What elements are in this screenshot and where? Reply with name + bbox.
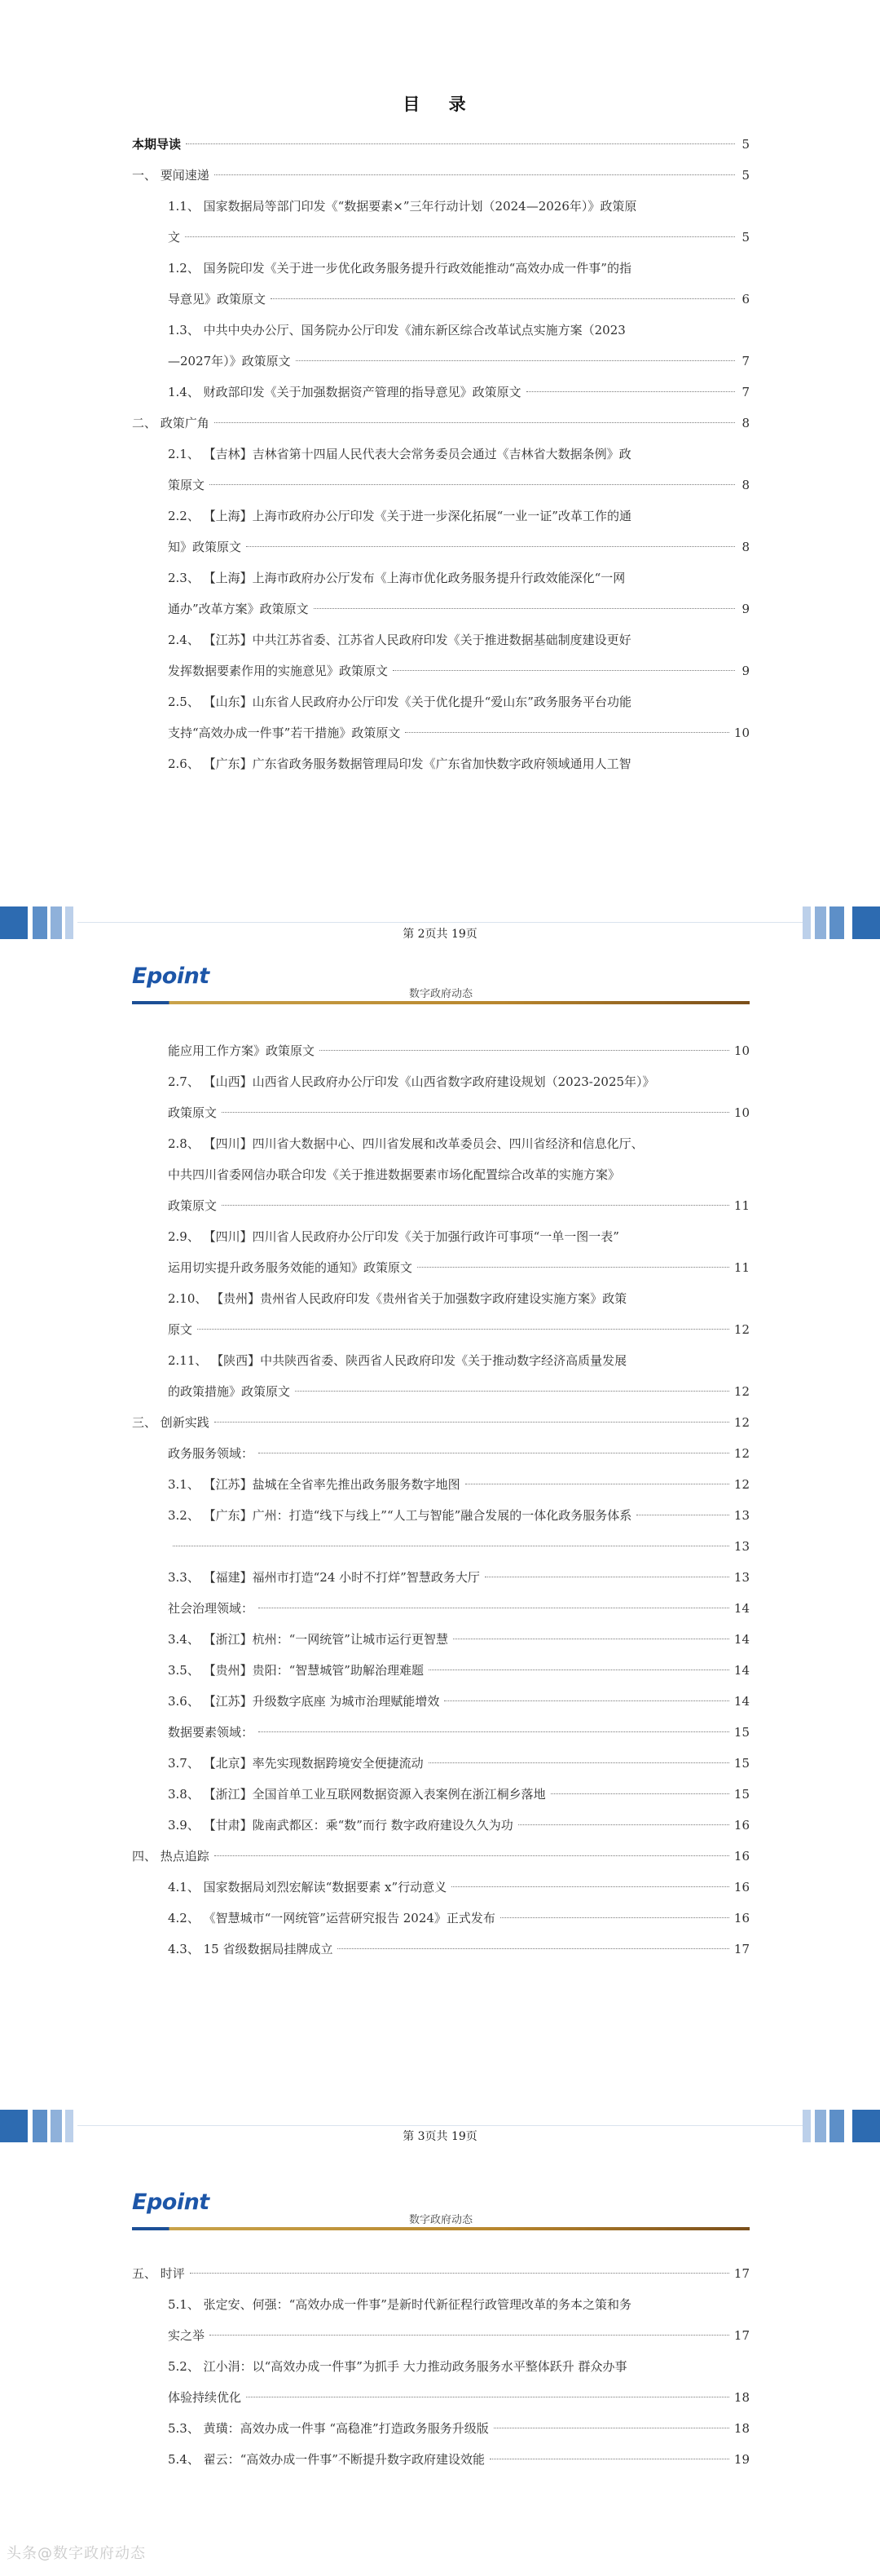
toc-entry[interactable] [132, 2444, 750, 2475]
toc-entry-text: 策原文 [168, 478, 205, 492]
leader-dots [417, 1267, 729, 1268]
leader-dots [295, 1391, 729, 1392]
toc-entry-text: 四、 热点追踪 [132, 1849, 209, 1864]
toc-page-number: 13 [733, 1539, 750, 1554]
toc-entry[interactable] [132, 2351, 750, 2413]
toc-entry-text: 1.3、 中共中央办公厅、国务院办公厅印发《浦东新区综合改革试点实施方案（2023 [168, 323, 626, 337]
toc-entry-text: 3.3、 【福建】福州市打造“24 小时不打烊”智慧政务大厅 [168, 1570, 480, 1585]
toc-entry[interactable] [132, 408, 750, 439]
toc-entry-text: 2.11、 【陕西】中共陕西省委、陕西省人民政府印发《关于推动数字经济高质量发展 [168, 1353, 627, 1368]
toc-entry-text: 4.3、 15 省级数据局挂牌成立 [168, 1942, 333, 1956]
leader-dots [197, 1329, 729, 1330]
toc-page-number: 7 [741, 354, 750, 368]
toc-entry[interactable] [132, 1438, 750, 1469]
toc-entry[interactable] [132, 160, 750, 191]
toc-page-number: 15 [733, 1725, 750, 1740]
page-header [132, 2190, 750, 2239]
toc-entry-text: 1.4、 财政部印发《关于加强数据资产管理的指导意见》政策原文 [168, 385, 521, 399]
toc-entry[interactable] [132, 562, 750, 624]
toc-page-number: 15 [733, 1787, 750, 1802]
toc-page-number: 5 [741, 230, 750, 245]
toc-page-number: 10 [733, 1043, 750, 1058]
toc-page-number: 12 [733, 1446, 750, 1461]
toc-page-number: 12 [733, 1415, 750, 1430]
toc-entry[interactable] [132, 2289, 750, 2351]
toc-entry[interactable] [132, 1686, 750, 1717]
toc-entry[interactable] [132, 624, 750, 686]
toc-page-number: 16 [733, 1818, 750, 1833]
toc-entry[interactable] [132, 1469, 750, 1500]
toc-entry[interactable] [132, 2258, 750, 2289]
page-header [132, 964, 750, 1012]
toc-entry[interactable] [132, 1593, 750, 1624]
toc-page-number: 7 [741, 385, 750, 399]
page-number: 第 3页共 19页 [403, 2130, 477, 2143]
toc-page-1 [0, 0, 880, 897]
toc-entry[interactable] [132, 129, 750, 160]
toc-page-number: 5 [741, 137, 750, 152]
toc-page-number: 8 [741, 540, 750, 554]
toc-page-number: 17 [733, 1942, 750, 1956]
leader-dots [429, 1762, 729, 1763]
toc-entry[interactable] [132, 1655, 750, 1686]
toc-page-number: 15 [733, 1756, 750, 1771]
leader-dots [551, 1793, 729, 1794]
leader-dots [526, 391, 735, 392]
leader-dots [451, 1886, 729, 1887]
toc-entry-text: 本期导读 [132, 137, 182, 152]
toc-entry-text: 能应用工作方案》政策原文 [168, 1043, 315, 1058]
toc-entry-text: 导意见》政策原文 [168, 292, 266, 307]
toc-entry-text: 的政策措施》政策原文 [168, 1384, 291, 1399]
toc-entry-text: 一、 要闻速递 [132, 168, 209, 183]
leader-dots [405, 732, 729, 733]
toc-entry-text: 社会治理领域： [168, 1601, 254, 1616]
header-title: 数字政府动态 [408, 988, 473, 1000]
toc-entry[interactable] [132, 1345, 750, 1407]
toc-entry[interactable] [132, 1810, 750, 1841]
toc-entry-text: 二、 政策广角 [132, 416, 209, 430]
page-number: 第 2页共 19页 [403, 928, 477, 941]
toc-entry-text: 五、 时评 [132, 2266, 185, 2281]
leader-dots [444, 1700, 729, 1701]
toc-entry-text: 2.1、 【吉林】吉林省第十四届人民代表大会常务委员会通过《吉林省大数据条例》政 [168, 447, 631, 461]
toc-entry-text: —2027年）》政策原文 [168, 354, 291, 368]
toc-page-number: 17 [733, 2266, 750, 2281]
toc-entry-text: 政策原文 [168, 1198, 218, 1213]
toc-entry[interactable] [132, 1407, 750, 1438]
toc-entry-text: 3.6、 【江苏】升级数字底座 为城市治理赋能增效 [168, 1694, 440, 1709]
toc-entry-text: 1.1、 国家数据局等部门印发《“数据要素×”三年行动计划（2024—2026年）》政策原 [168, 199, 637, 214]
toc-entry-text: 知》政策原文 [168, 540, 242, 554]
toc-entry[interactable] [132, 1500, 750, 1562]
leader-dots [190, 2273, 729, 2274]
toc-page-number: 13 [733, 1570, 750, 1585]
toc-entry-text: 三、 创新实践 [132, 1415, 209, 1430]
leader-dots [393, 670, 735, 671]
toc-page-number: 16 [733, 1880, 750, 1895]
toc-entry-text: 3.4、 【浙江】杭州：“一网统管”让城市运行更智慧 [168, 1632, 448, 1647]
toc-entry[interactable] [132, 1624, 750, 1655]
toc-entry-text: 发挥数据要素作用的实施意见》政策原文 [168, 664, 389, 678]
toc-entry[interactable] [132, 1066, 750, 1128]
toc-page-number: 16 [733, 1849, 750, 1864]
leader-dots [222, 1205, 729, 1206]
header-rule [132, 1001, 750, 1004]
toc-entry-text: 2.4、 【江苏】中共江苏省委、江苏省人民政府印发《关于推进数据基础制度建设更好 [168, 633, 631, 647]
toc-page-number: 14 [733, 1663, 750, 1678]
toc-entry[interactable] [132, 1903, 750, 1934]
toc-entry[interactable] [132, 1562, 750, 1593]
toc-entry[interactable] [132, 1221, 750, 1283]
leader-dots [214, 1855, 729, 1856]
toc-page-number: 14 [733, 1632, 750, 1647]
toc-entry-text: 3.1、 【江苏】盐城在全省率先推出政务服务数字地图 [168, 1477, 460, 1492]
toc-list [132, 1035, 750, 1965]
toc-page-number: 9 [741, 602, 750, 616]
toc-entry[interactable] [132, 1717, 750, 1748]
toc-entry-text: 原文 [168, 1322, 193, 1337]
toc-entry-text: 2.9、 【四川】四川省人民政府办公厅印发《关于加强行政许可事项“一单一图一表” [168, 1229, 619, 1244]
header-rule [132, 2227, 750, 2230]
toc-entry[interactable] [132, 748, 750, 779]
toc-entry-text: 政策原文 [168, 1105, 218, 1120]
toc-entry[interactable] [132, 1779, 750, 1810]
leader-dots [337, 1948, 728, 1949]
toc-title: 目 录 [403, 94, 477, 114]
toc-entry[interactable] [132, 1748, 750, 1779]
toc-entry-text: 5.2、 江小涓：以“高效办成一件事”为抓手 大力推动政务服务水平整体跃升 群众办事 [168, 2359, 627, 2374]
toc-entry-text: 通办”改革方案》政策原文 [168, 602, 309, 616]
leader-dots [246, 546, 735, 547]
toc-entry-text: 政务服务领域： [168, 1446, 254, 1461]
toc-entry[interactable] [132, 191, 750, 253]
toc-entry[interactable] [132, 253, 750, 315]
toc-entry-text: 3.2、 【广东】广州：打造“线下与线上”“人工与智能”融合发展的一体化政务服务体系 [168, 1508, 632, 1523]
toc-page-number: 16 [733, 1911, 750, 1925]
toc-entry[interactable] [132, 1283, 750, 1345]
leader-dots [185, 236, 735, 237]
leader-dots [214, 1422, 729, 1423]
epoint-logo: Epoint [132, 2190, 209, 2215]
leader-dots [314, 608, 735, 609]
toc-entry[interactable] [132, 501, 750, 562]
leader-dots [214, 174, 735, 175]
toc-entry[interactable] [132, 439, 750, 501]
toc-page-number: 18 [733, 2390, 750, 2405]
toc-entry-text: 2.3、 【上海】上海市政府办公厅发布《上海市优化政务服务提升行政效能深化“一网 [168, 571, 626, 585]
toc-entry[interactable] [132, 315, 750, 377]
toc-entry-text: 2.6、 【广东】广东省政务服务数据管理局印发《广东省加快数字政府领域通用人工智 [168, 756, 631, 771]
leader-dots [209, 484, 735, 485]
leader-dots [258, 1731, 729, 1732]
toc-entry[interactable] [132, 1128, 750, 1221]
toc-entry-text: 运用切实提升政务服务效能的通知》政策原文 [168, 1260, 413, 1275]
toc-page-number: 10 [733, 1105, 750, 1120]
leader-dots [500, 1917, 729, 1918]
toc-entry[interactable] [132, 377, 750, 408]
toc-entry-text: 中共四川省委网信办联合印发《关于推进数据要素市场化配置综合改革的实施方案》 [168, 1167, 621, 1182]
header-title: 数字政府动态 [408, 2214, 473, 2226]
toc-page-number: 13 [733, 1508, 750, 1523]
toc-entry-text: 2.7、 【山西】山西省人民政府办公厅印发《山西省数字政府建设规划（2023-2025年）》 [168, 1074, 655, 1089]
toc-entry-text: 5.4、 翟云：“高效办成一件事”不断提升数字政府建设效能 [168, 2452, 485, 2467]
toc-page-number: 9 [741, 664, 750, 678]
toc-entry-text: 3.5、 【贵州】贵阳：“智慧城管”助解治理难题 [168, 1663, 424, 1678]
toc-entry-text: 4.2、 《智慧城市“一网统管”运营研究报告 2024》正式发布 [168, 1911, 495, 1925]
toc-entry-text: 4.1、 国家数据局刘烈宏解读“数据要素 x”行动意义 [168, 1880, 447, 1895]
toc-page-number: 14 [733, 1601, 750, 1616]
toc-page-3 [0, 2152, 880, 2576]
toc-entry-text: 5.1、 张定安、何强：“高效办成一件事”是新时代新征程行政管理改革的务本之策和务 [168, 2297, 631, 2312]
toc-entry[interactable] [132, 1035, 750, 1066]
leader-dots [222, 1112, 729, 1113]
toc-entry-text: 1.2、 国务院印发《关于进一步优化政务服务提升行政效能推动“高效办成一件事”的指 [168, 261, 631, 276]
toc-list [132, 2258, 750, 2475]
leader-dots [319, 1050, 729, 1051]
toc-entry-text: 3.8、 【浙江】全国首单工业互联网数据资源入表案例在浙江桐乡落地 [168, 1787, 546, 1802]
toc-entry-text: 文 [168, 230, 181, 245]
toc-entry[interactable] [132, 686, 750, 748]
leader-dots [296, 360, 735, 361]
toc-entry[interactable] [132, 1934, 750, 1965]
toc-entry-text: 2.5、 【山东】山东省人民政府办公厅印发《关于优化提升“爱山东”政务服务平台功能 [168, 695, 631, 709]
toc-page-number: 12 [733, 1477, 750, 1492]
toc-entry-text: 5.3、 黄璜：高效办成一件事 “高稳准”打造政务服务升级版 [168, 2421, 489, 2436]
toc-entry-text: 2.8、 【四川】四川省大数据中心、四川省发展和改革委员会、四川省经济和信息化厅、 [168, 1136, 644, 1151]
leader-dots [271, 298, 735, 299]
watermark: 头条@数字政府动态 [7, 2545, 146, 2562]
toc-entry[interactable] [132, 1841, 750, 1872]
toc-list [132, 129, 750, 779]
toc-page-number: 18 [733, 2421, 750, 2436]
toc-page-number: 5 [741, 168, 750, 183]
toc-entry-text: 2.2、 【上海】上海市政府办公厅印发《关于进一步深化拓展“一业一证”改革工作的通 [168, 509, 631, 523]
toc-entry-text: 支持“高效办成一件事”若干措施》政策原文 [168, 726, 401, 740]
toc-page-number: 8 [741, 416, 750, 430]
toc-entry-text: 实之举 [168, 2328, 205, 2343]
toc-page-2 [0, 954, 880, 2087]
toc-entry-text: 3.7、 【北京】率先实现数据跨境安全便捷流动 [168, 1756, 424, 1771]
toc-page-number: 12 [733, 1322, 750, 1337]
toc-entry-text: 3.9、 【甘肃】陇南武都区：乘“数”而行 数字政府建设久久为功 [168, 1818, 513, 1833]
toc-page-number: 12 [733, 1384, 750, 1399]
toc-page-number: 6 [741, 292, 750, 307]
toc-page-number: 14 [733, 1694, 750, 1709]
epoint-logo: Epoint [132, 964, 209, 989]
toc-page-number: 10 [733, 726, 750, 740]
toc-page-number: 17 [733, 2328, 750, 2343]
toc-page-number: 11 [733, 1260, 750, 1275]
leader-dots [518, 1824, 729, 1825]
toc-page-number: 19 [733, 2452, 750, 2467]
toc-entry-text: 体验持续优化 [168, 2390, 242, 2405]
toc-entry[interactable] [132, 2413, 750, 2444]
toc-entry-text: 数据要素领域： [168, 1725, 254, 1740]
leader-dots [209, 2335, 729, 2336]
toc-page-number: 11 [733, 1198, 750, 1213]
toc-page-number: 8 [741, 478, 750, 492]
leader-dots [214, 422, 735, 423]
toc-entry[interactable] [132, 1872, 750, 1903]
leader-dots [186, 143, 735, 144]
toc-entry-text: 2.10、 【贵州】贵州省人民政府印发《贵州省关于加强数字政府建设实施方案》政策 [168, 1291, 627, 1306]
